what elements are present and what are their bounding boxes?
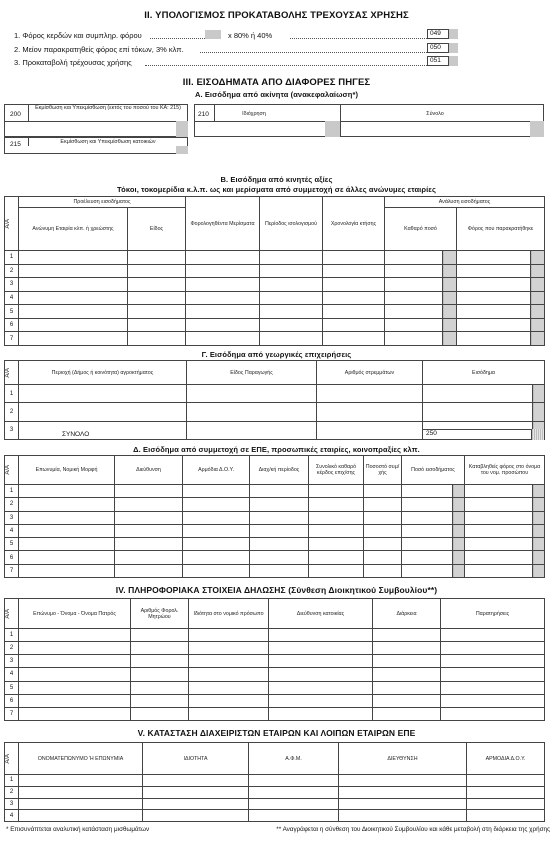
d-pct-header: Ποσοστό συμ/χής <box>364 456 402 485</box>
total-label: Σύνολο <box>426 111 444 117</box>
b-origin-header: Προέλευση εισοδήματος <box>19 197 186 208</box>
d-row-num: 6 <box>5 551 19 564</box>
code-049: 049 <box>427 29 449 39</box>
iv-addr-header: Διεύθυνση κατοικίας <box>269 599 373 629</box>
v-name-header: ΟΝΟΜΑΤΕΠΩΝΥΜΟ Ή ΕΠΩΝΥΜΙΑ <box>19 743 143 775</box>
d-aa-header: Α/Α <box>5 456 19 485</box>
iv-reg-header: Αριθμός Φορολ. Μητρώου <box>131 599 189 629</box>
label-200: Εκμίσθωση και Υπεκμίσθωση (εκτός του ποσού του ΚΑ: 215) <box>35 105 181 111</box>
d-name-header: Επωνυμία, Νομική Μορφή <box>19 456 115 485</box>
d-row-num: 1 <box>5 485 19 498</box>
d-row-num: 2 <box>5 498 19 511</box>
d-amount-header: Ποσό εισοδήματος <box>402 456 465 485</box>
g-total-label: ΣΥΝΟΛΟ <box>62 431 90 438</box>
section-2-title: II. ΥΠΟΛΟΓΙΣΜΟΣ ΠΡΟΚΑΤΑΒΟΛΗΣ ΤΡΕΧΟΥΣΑΣ ΧΡΗΣΗΣ <box>144 10 409 21</box>
d-period-header: Διαχ/κή περίοδος <box>250 456 309 485</box>
b-row-num: 2 <box>5 264 19 278</box>
b-tax-header: Φόρος που παρακρατήθηκε <box>457 208 545 251</box>
row-2-dotline <box>200 52 427 53</box>
row-1-dotline <box>150 38 205 39</box>
d-address-header: Διεύθυνση <box>115 456 183 485</box>
row-1-shaded-box <box>205 30 221 39</box>
b-row-num: 6 <box>5 318 19 332</box>
g-income-header: Εισόδημα <box>423 361 545 385</box>
section-3-title: III. ΕΙΣΟΔΗΜΑΤΑ ΑΠΟ ΔΙΑΦΟΡΕΣ ΠΗΓΕΣ <box>182 77 371 88</box>
iv-row-num: 1 <box>5 629 19 642</box>
footnote-right: ** Αναγράφεται η σύνθεση του Διοικητικού Συμβουλίου και κάθε μεταβολή στη διάρκεια της χρήσης <box>276 826 550 833</box>
box-215-shade <box>176 146 188 154</box>
v-aa-header: Α/Α <box>5 743 19 775</box>
code-050: 050 <box>427 43 449 53</box>
b-row-num: 3 <box>5 278 19 292</box>
section-b-subtitle: Τόκοι, τοκομερίδια κ.λ.π. ως και μερίσματα από συμμετοχή σε άλλες ανώνυμες εταιρίες <box>117 185 436 194</box>
code-051-shade <box>449 56 458 66</box>
b-net-header: Καθαρό ποσό <box>385 208 457 251</box>
table-b <box>4 196 545 346</box>
code-051: 051 <box>427 56 449 66</box>
g-row-num: 2 <box>5 403 19 421</box>
row-2-label: 2. Μείον παρακρατηθείς φόρος επί τόκων, 3% κλπ. <box>14 45 184 54</box>
d-taxpaid-header: Καταβληθείς φόρος στο όνομα του νομ. προσώπου <box>465 456 545 485</box>
d-row-num: 3 <box>5 511 19 524</box>
g-aa-header: Α/Α <box>5 361 19 385</box>
code-050-shade <box>449 43 458 53</box>
box-200-shade <box>176 121 188 137</box>
iv-row-num: 7 <box>5 707 19 720</box>
g-total-shade <box>532 429 544 440</box>
section-3a-title: Α. Εισόδημα από ακίνητα (ανακεφαλαίωση*) <box>194 90 359 99</box>
section-d-title: Δ. Εισόδημα από συμμετοχή σε ΕΠΕ, προσωπικές εταιρίες, κοινοπραξίες κλπ. <box>133 445 420 454</box>
code-210: 210 <box>198 111 209 118</box>
v-afm-header: Α.Φ.Μ. <box>249 743 339 775</box>
v-role-header: ΙΔΙΟΤΗΤΑ <box>143 743 249 775</box>
section-5-title: V. ΚΑΤΑΣΤΑΣΗ ΔΙΑΧΕΙΡΙΣΤΩΝ ΕΤΑΙΡΩΝ ΚΑΙ ΛΟΙΠΩΝ ΕΤΑΙΡΩΝ ΕΠΕ <box>137 728 416 738</box>
label-215: Εκμίσθωση και Υπεκμίσθωση κατοικιών <box>60 139 156 145</box>
iv-notes-header: Παρατηρήσεις <box>441 599 545 629</box>
v-doy-header: ΑΡΜΟΔΙΑ Δ.Ο.Υ. <box>467 743 545 775</box>
b-dividends-header: Φορολογηθέντα Μερίσματα <box>186 197 260 251</box>
row-1-dotline-2 <box>290 38 427 39</box>
code-200: 200 <box>10 111 21 118</box>
b-company-header: Ανώνυμη Εταιρία κλπ. ή χρεώστης <box>19 208 128 251</box>
b-kind-header: Είδος <box>128 208 186 251</box>
b-row-num: 7 <box>5 332 19 346</box>
table-d <box>4 455 545 578</box>
v-addr-header: ΔΙΕΥΘΥΝΣΗ <box>339 743 467 775</box>
iv-row-num: 5 <box>5 681 19 694</box>
table-4 <box>4 598 545 721</box>
g-acres-header: Αριθμός στρεμμάτων <box>317 361 423 385</box>
v-row-num: 2 <box>5 786 19 798</box>
d-row-num: 7 <box>5 564 19 577</box>
row-3-dotline <box>145 65 427 66</box>
d-row-num: 4 <box>5 524 19 537</box>
iv-dur-header: Διάρκεια <box>373 599 441 629</box>
iv-row-num: 2 <box>5 642 19 655</box>
d-profit-header: Συνολικό καθαρό κέρδος επιχ/σης <box>309 456 364 485</box>
g-row-num: 1 <box>5 385 19 403</box>
b-row-num: 5 <box>5 305 19 319</box>
v-row-num: 1 <box>5 775 19 787</box>
iv-aa-header: Α/Α <box>5 599 19 629</box>
section-4-title: IV. ΠΛΗΡΟΦΟΡΙΑΚΑ ΣΤΟΙΧΕΙΑ ΔΗΛΩΣΗΣ (Σύνθεση Διοικητικού Συμβουλίου**) <box>115 585 438 595</box>
label-210: Ιδιόχρηση <box>242 111 266 117</box>
g-total-code: 250 <box>422 429 532 440</box>
d-row-num: 5 <box>5 538 19 551</box>
table-g <box>4 360 545 440</box>
d-doy-header: Αρμόδια Δ.Ο.Υ. <box>183 456 250 485</box>
b-balance-header: Περίοδος ισολογισμού <box>260 197 323 251</box>
iv-role-header: Ιδιότητα στο νομικό πρόσωπο <box>189 599 269 629</box>
code-215: 215 <box>10 141 21 148</box>
section-g-title: Γ. Εισόδημα από γεωργικές επιχειρήσεις <box>201 350 352 359</box>
g-row-num: 3 <box>5 421 19 439</box>
box-200-hline <box>4 121 188 122</box>
row-1-extra: x 80% ή 40% <box>228 31 273 40</box>
b-row-num: 4 <box>5 291 19 305</box>
b-acq-header: Χρονολογία κτήσης <box>323 197 385 251</box>
row-1-label: 1. Φόρος κερδών και συμπληρ. φόρου <box>14 31 142 40</box>
g-area-header: Περιοχή (Δήμος ή κοινότητα) αγροκτήματος <box>19 361 187 385</box>
g-kind-header: Είδος Παραγωγής <box>187 361 317 385</box>
total-shade <box>530 121 544 137</box>
b-row-num: 1 <box>5 251 19 265</box>
box-200-divider <box>28 104 29 121</box>
box-210-shade <box>325 121 340 137</box>
iv-row-num: 3 <box>5 655 19 668</box>
footnote-left: * Επισυνάπτεται αναλυτική κατάσταση μισθωμάτων <box>6 826 150 833</box>
b-aa-header: Α/Α <box>5 197 19 251</box>
row-3-label: 3. Προκαταβολή τρέχουσας χρήσης <box>14 58 132 67</box>
v-row-num: 4 <box>5 810 19 822</box>
section-b-title: Β. Εισόδημα από κινητές αξίες <box>220 175 333 184</box>
box-215-divider <box>28 137 29 146</box>
table-5 <box>4 742 545 822</box>
iv-row-num: 6 <box>5 694 19 707</box>
v-row-num: 3 <box>5 798 19 810</box>
code-049-shade <box>449 29 458 39</box>
box-210-hline <box>194 121 544 122</box>
iv-name-header: Επώνυμο - Όνομα - Όνομα Πατρός <box>19 599 131 629</box>
b-analysis-header: Ανάλυση εισοδήματος <box>385 197 545 208</box>
iv-row-num: 4 <box>5 668 19 681</box>
